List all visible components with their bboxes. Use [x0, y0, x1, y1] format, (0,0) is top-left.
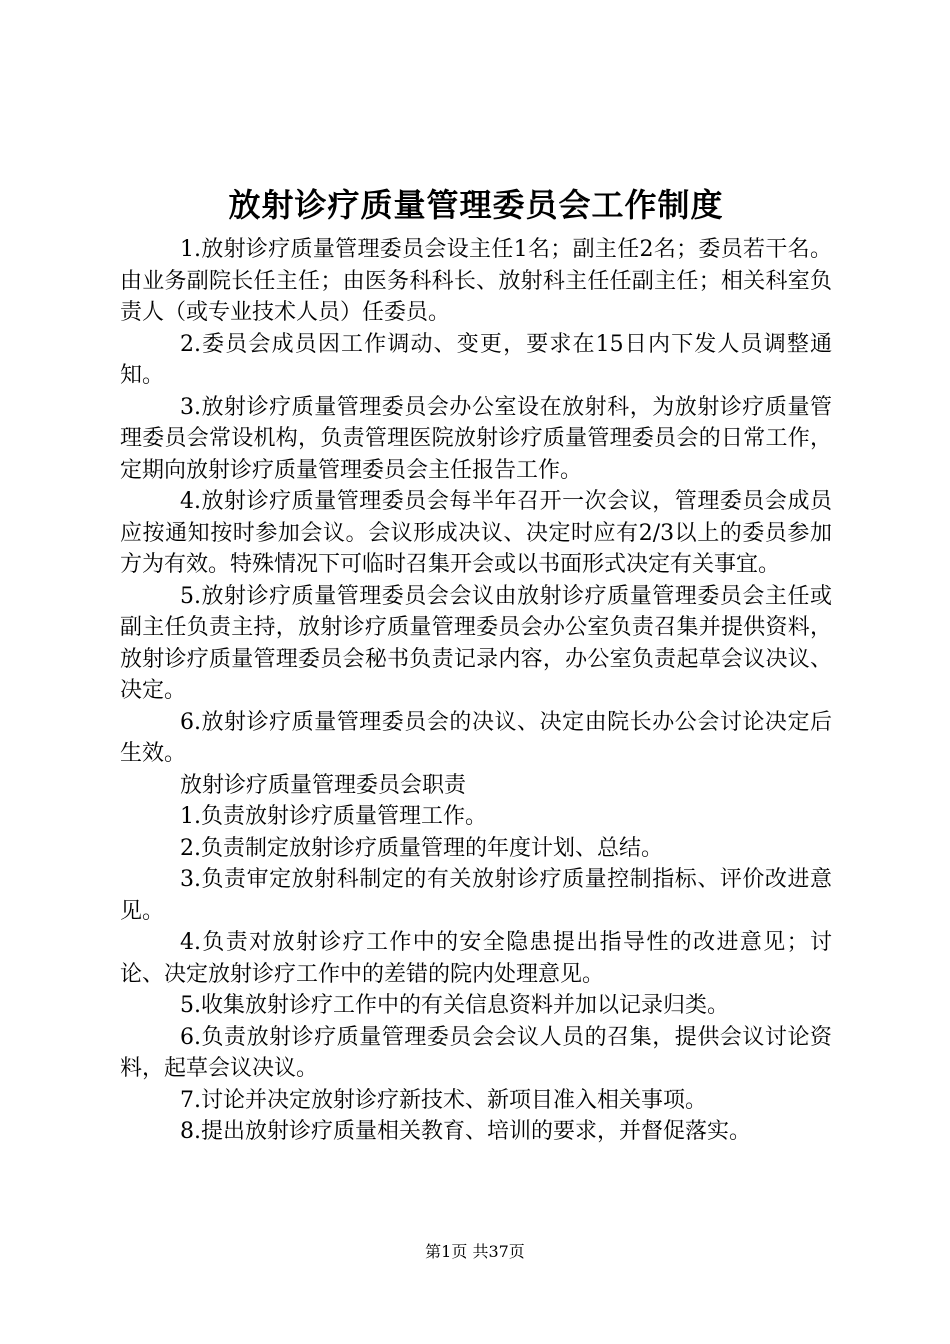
paragraph-rule-3: 3.放射诊疗质量管理委员会办公室设在放射科，为放射诊疗质量管理委员会常设机构，负责管理医院放射诊疗质量管理委员会的日常工作，定期向放射诊疗质量管理委员会主任报告工作。 [120, 394, 832, 483]
paragraph-duty-2: 2.负责制定放射诊疗质量管理的年度计划、总结。 [180, 835, 663, 861]
section-heading-duties: 放射诊疗质量管理委员会职责 [180, 772, 467, 798]
paragraph-duty-6: 6.负责放射诊疗质量管理委员会会议人员的召集，提供会议讨论资料，起草会议决议。 [120, 1024, 832, 1081]
document-page [120, 180, 832, 1148]
paragraph-rule-5: 5.放射诊疗质量管理委员会会议由放射诊疗质量管理委员会主任或副主任负责主持，放射诊疗质量管理委员会办公室负责召集并提供资料，放射诊疗质量管理委员会秘书负责记录内容，办公室负责起草会议决议、决定。 [120, 583, 832, 703]
paragraph-duty-3: 3.负责审定放射科制定的有关放射诊疗质量控制指标、评价改进意见。 [120, 867, 832, 924]
paragraph-duty-5: 5.收集放射诊疗工作中的有关信息资料并加以记录归类。 [180, 993, 729, 1018]
paragraph-rule-4: 4.放射诊疗质量管理委员会每半年召开一次会议，管理委员会成员应按通知按时参加会议。会议形成决议、决定时应有2/3以上的委员参加方为有效。特殊情况下可临时召集开会或以书面形式决定有关事宜。 [120, 489, 832, 577]
paragraph-duty-1: 1.负责放射诊疗质量管理工作。 [180, 804, 487, 829]
page-number-label: 第1页 共37页 [425, 1242, 525, 1261]
document-title: 放射诊疗质量管理委员会工作制度 [228, 186, 724, 224]
page-footer [0, 1240, 950, 1264]
paragraph-duty-8: 8.提出放射诊疗质量相关教育、培训的要求，并督促落实。 [180, 1119, 751, 1144]
paragraph-duty-7: 7.讨论并决定放射诊疗新技术、新项目准入相关事项。 [180, 1087, 707, 1113]
paragraph-duty-4: 4.负责对放射诊疗工作中的安全隐患提出指导性的改进意见；讨论、决定放射诊疗工作中的差错的院内处理意见。 [120, 930, 832, 987]
paragraph-rule-1: 1.放射诊疗质量管理委员会设主任1名；副主任2名；委员若干名。由业务副院长任主任；由医务科科长、放射科主任任副主任；相关科室负责人（或专业技术人员）任委员。 [120, 237, 832, 325]
paragraph-rule-6: 6.放射诊疗质量管理委员会的决议、决定由院长办公会讨论决定后生效。 [120, 709, 832, 766]
paragraph-rule-2: 2.委员会成员因工作调动、变更，要求在15日内下发人员调整通知。 [120, 331, 832, 388]
